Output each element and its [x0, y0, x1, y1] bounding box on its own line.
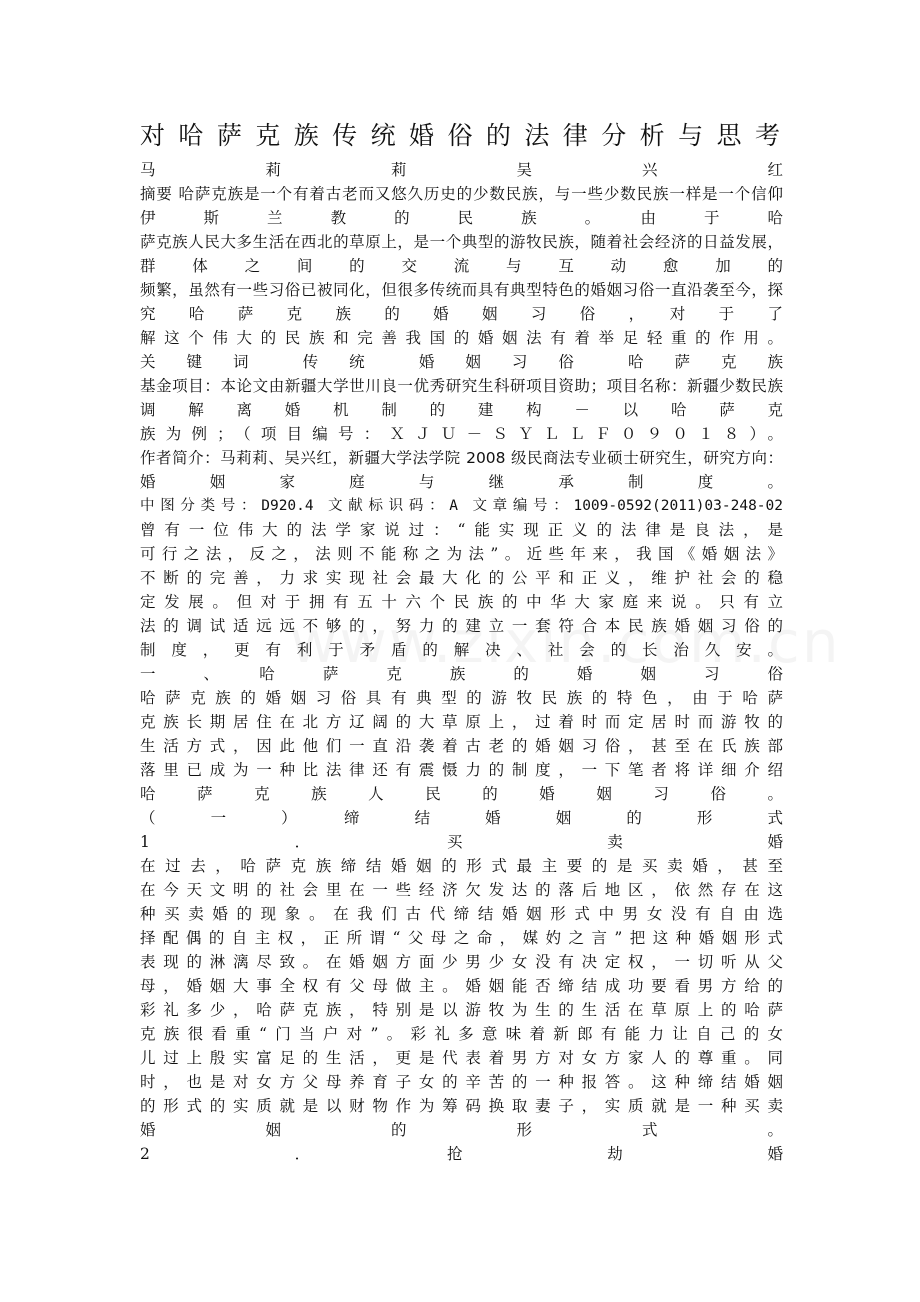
page-title: 对哈萨克族传统婚俗的法律分析与思考: [140, 121, 780, 150]
document-body: [140, 158, 783, 1166]
text-line: 调 解 离 婚 机 制 的 建 构 － 以 哈 萨 克: [140, 401, 783, 419]
text-line: 作者简介：马莉莉、吴兴红，新疆大学法学院 2008 级民商法专业硕士研究生，研究方向：: [140, 449, 783, 467]
text-line: 关 键 词 传 统 婚 姻 习 俗 哈 萨 克 族: [140, 353, 783, 371]
text-line: 哈萨克族的婚姻习俗具有典型的游牧民族的特色，由于哈萨: [140, 689, 783, 707]
text-line: 频繁，虽然有一些习俗已被同化，但很多传统而具有典型特色的婚姻习俗一直沿袭至今，探: [140, 281, 783, 299]
text-line: 法的调试适远远不够的，努力的建立一套符合本民族婚姻习俗的: [140, 617, 783, 635]
text-line: 儿过上殷实富足的生活，更是代表着男方对女方家人的尊重。同: [140, 1049, 783, 1067]
text-line: 摘要 哈萨克族是一个有着古老而又悠久历史的少数民族，与一些少数民族一样是一个信仰: [140, 185, 783, 203]
text-line: 一 、 哈 萨 克 族 的 婚 姻 习 俗: [140, 665, 783, 683]
text-line: 1 ． 买 卖 婚: [140, 833, 783, 851]
text-line: 萨克族人民大多生活在西北的草原上，是一个典型的游牧民族，随着社会经济的日益发展，: [140, 233, 783, 251]
text-line: 彩礼多少，哈萨克族，特别是以游牧为生的生活在草原上的哈萨: [140, 1001, 783, 1019]
text-line: 生活方式，因此他们一直沿袭着古老的婚姻习俗，甚至在氏族部: [140, 737, 783, 755]
text-line: 中图分类号：D920.4 文献标识码：A 文章编号：1009-0592(2011)03-248-02: [140, 498, 783, 514]
text-line: 婚 姻 的 形 式 。: [140, 1121, 783, 1139]
text-line: 择配偶的自主权，正所谓“父母之命，媒妁之言”把这种婚姻形式: [140, 929, 783, 947]
text-line: 族为例；（项目编号：ＸＪＵ－ＳＹＬＬＦ０９０１８）。: [140, 425, 783, 443]
text-line: 母，婚姻大事全权有父母做主。婚姻能否缔结成功要看男方给的: [140, 977, 783, 995]
text-line: 2 ． 抢 劫 婚: [140, 1145, 783, 1163]
text-line: 不断的完善，力求实现社会最大化的公平和正义，维护社会的稳: [140, 569, 783, 587]
text-line: 克族很看重“门当户对”。彩礼多意味着新郎有能力让自己的女: [140, 1025, 783, 1043]
text-line: 伊 斯 兰 教 的 民 族 。 由 于 哈: [140, 209, 783, 227]
text-line: 种买卖婚的现象。在我们古代缔结婚姻形式中男女没有自由选: [140, 905, 783, 923]
text-line: 曾有一位伟大的法学家说过：“能实现正义的法律是良法，是: [140, 521, 783, 539]
text-line: 在过去，哈萨克族缔结婚姻的形式最主要的是买卖婚，甚至: [140, 857, 783, 875]
text-line: 时，也是对女方父母养育子女的辛苦的一种报答。这种缔结婚姻: [140, 1073, 783, 1091]
text-line: 在今天文明的社会里在一些经济欠发达的落后地区，依然存在这: [140, 881, 783, 899]
text-line: （ 一 ） 缔 结 婚 姻 的 形 式: [140, 809, 783, 827]
text-line: 究 哈 萨 克 族 的 婚 姻 习 俗 ， 对 于 了: [140, 305, 783, 323]
text-line: 落里已成为一种比法律还有震慑力的制度，一下笔者将详细介绍: [140, 761, 783, 779]
text-line: 的形式的实质就是以财物作为筹码换取妻子，实质就是一种买卖: [140, 1097, 783, 1115]
text-line: 表现的淋漓尽致。在婚姻方面少男少女没有决定权，一切听从父: [140, 953, 783, 971]
text-line: 制度，更有利于矛盾的解决、社会的长治久安。: [140, 641, 783, 659]
text-line: 可行之法，反之，法则不能称之为法”。近些年来，我国《婚姻法》: [140, 545, 783, 563]
text-line: 马 莉 莉 吴 兴 红: [140, 161, 783, 179]
text-line: 定发展。但对于拥有五十六个民族的中华大家庭来说。只有立: [140, 593, 783, 611]
text-line: 哈 萨 克 族 人 民 的 婚 姻 习 俗 。: [140, 785, 783, 803]
text-line: 婚 姻 家 庭 与 继 承 制 度 。: [140, 473, 783, 491]
text-line: 群 体 之 间 的 交 流 与 互 动 愈 加 的: [140, 257, 783, 275]
text-line: 克族长期居住在北方辽阔的大草原上，过着时而定居时而游牧的: [140, 713, 783, 731]
text-line: 基金项目：本论文由新疆大学世川良一优秀研究生科研项目资助；项目名称：新疆少数民族: [140, 377, 783, 395]
text-line: 解这个伟大的民族和完善我国的婚姻法有着举足轻重的作用。: [140, 329, 783, 347]
